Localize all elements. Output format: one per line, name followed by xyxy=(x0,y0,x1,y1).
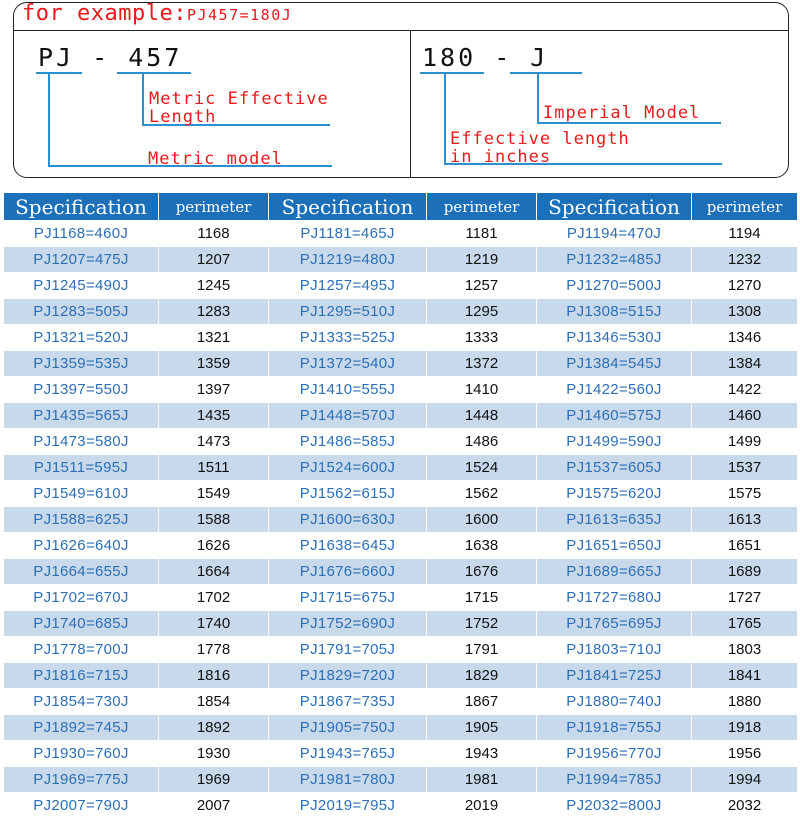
specification-cell: PJ1511=595J xyxy=(4,455,159,481)
perimeter-cell: 1981 xyxy=(427,767,537,793)
perimeter-cell: 1473 xyxy=(159,429,269,455)
perimeter-cell: 1575 xyxy=(692,481,798,507)
specification-cell: PJ1359=535J xyxy=(4,351,159,377)
specification-cell: PJ1435=565J xyxy=(4,403,159,429)
specification-cell: PJ1232=485J xyxy=(537,247,692,273)
perimeter-cell: 1308 xyxy=(692,299,798,325)
specification-cell: PJ1664=655J xyxy=(4,559,159,585)
perimeter-cell: 1359 xyxy=(159,351,269,377)
specification-cell: PJ1473=580J xyxy=(4,429,159,455)
perimeter-cell: 1969 xyxy=(159,767,269,793)
specification-cell: PJ1486=585J xyxy=(269,429,427,455)
specification-cell: PJ1981=780J xyxy=(269,767,427,793)
perimeter-cell: 1956 xyxy=(692,741,798,767)
specification-cell: PJ1499=590J xyxy=(537,429,692,455)
metric-effective-length-label: Metric Effective Length xyxy=(149,89,329,127)
table-row xyxy=(4,273,798,299)
table-row xyxy=(4,481,798,507)
perimeter-cell: 1829 xyxy=(427,663,537,689)
header-perimeter: perimeter xyxy=(692,193,798,221)
perimeter-cell: 1448 xyxy=(427,403,537,429)
example-value: PJ457=180J xyxy=(186,6,293,24)
perimeter-cell: 1181 xyxy=(427,221,537,247)
table-row xyxy=(4,793,798,819)
perimeter-cell: 1841 xyxy=(692,663,798,689)
perimeter-cell: 1905 xyxy=(427,715,537,741)
table-row xyxy=(4,689,798,715)
perimeter-cell: 1245 xyxy=(159,273,269,299)
perimeter-cell: 1600 xyxy=(427,507,537,533)
perimeter-cell: 1511 xyxy=(159,455,269,481)
perimeter-cell: 1765 xyxy=(692,611,798,637)
specification-cell: PJ1791=705J xyxy=(269,637,427,663)
specification-cell: PJ1752=690J xyxy=(269,611,427,637)
perimeter-cell: 1626 xyxy=(159,533,269,559)
specification-cell: PJ1841=725J xyxy=(537,663,692,689)
specification-cell: PJ1181=465J xyxy=(269,221,427,247)
specification-cell: PJ1676=660J xyxy=(269,559,427,585)
table-row xyxy=(4,585,798,611)
imperial-length-leader-vertical xyxy=(444,72,446,163)
specification-table xyxy=(3,192,798,819)
specification-cell: PJ1295=510J xyxy=(269,299,427,325)
perimeter-cell: 1232 xyxy=(692,247,798,273)
specification-cell: PJ1740=685J xyxy=(4,611,159,637)
perimeter-cell: 1270 xyxy=(692,273,798,299)
specification-cell: PJ1562=615J xyxy=(269,481,427,507)
example-heading-divider xyxy=(14,30,788,31)
specification-cell: PJ1600=630J xyxy=(269,507,427,533)
specification-cell: PJ1245=490J xyxy=(4,273,159,299)
specification-cell: PJ1994=785J xyxy=(537,767,692,793)
perimeter-cell: 2007 xyxy=(159,793,269,819)
header-specification: Specification xyxy=(537,193,692,221)
imperial-code: 180 - J xyxy=(422,43,549,72)
metric-length-leader-vertical xyxy=(142,72,144,124)
specification-cell: PJ1867=735J xyxy=(269,689,427,715)
perimeter-cell: 1994 xyxy=(692,767,798,793)
specification-cell: PJ1803=710J xyxy=(537,637,692,663)
specification-cell: PJ1715=675J xyxy=(269,585,427,611)
specification-cell: PJ1219=480J xyxy=(269,247,427,273)
specification-cell: PJ1969=775J xyxy=(4,767,159,793)
specification-cell: PJ1537=605J xyxy=(537,455,692,481)
metric-prefix-underline xyxy=(36,72,82,74)
perimeter-cell: 1867 xyxy=(427,689,537,715)
table-row xyxy=(4,351,798,377)
specification-cell: PJ1816=715J xyxy=(4,663,159,689)
perimeter-cell: 1207 xyxy=(159,247,269,273)
specification-cell: PJ1638=645J xyxy=(269,533,427,559)
metric-model-leader-vertical xyxy=(48,72,50,165)
specification-cell: PJ1918=755J xyxy=(537,715,692,741)
perimeter-cell: 1803 xyxy=(692,637,798,663)
perimeter-cell: 1295 xyxy=(427,299,537,325)
perimeter-cell: 1435 xyxy=(159,403,269,429)
perimeter-cell: 1638 xyxy=(427,533,537,559)
specification-cell: PJ1321=520J xyxy=(4,325,159,351)
imperial-model-label: Imperial Model xyxy=(543,103,701,123)
perimeter-cell: 1321 xyxy=(159,325,269,351)
specification-cell: PJ2019=795J xyxy=(269,793,427,819)
specification-cell: PJ1829=720J xyxy=(269,663,427,689)
specification-cell: PJ1524=600J xyxy=(269,455,427,481)
perimeter-cell: 1613 xyxy=(692,507,798,533)
table-row xyxy=(4,221,798,247)
perimeter-cell: 1524 xyxy=(427,455,537,481)
perimeter-cell: 1918 xyxy=(692,715,798,741)
specification-cell: PJ1422=560J xyxy=(537,377,692,403)
table-row xyxy=(4,247,798,273)
specification-cell: PJ1702=670J xyxy=(4,585,159,611)
specification-cell: PJ1943=765J xyxy=(269,741,427,767)
perimeter-cell: 2019 xyxy=(427,793,537,819)
specification-cell: PJ1651=650J xyxy=(537,533,692,559)
perimeter-cell: 1283 xyxy=(159,299,269,325)
table-row xyxy=(4,325,798,351)
header-specification: Specification xyxy=(269,193,427,221)
specification-cell: PJ2007=790J xyxy=(4,793,159,819)
specification-cell: PJ1283=505J xyxy=(4,299,159,325)
metric-model-label: Metric model xyxy=(148,149,283,169)
perimeter-cell: 1168 xyxy=(159,221,269,247)
perimeter-cell: 1422 xyxy=(692,377,798,403)
imperial-letter-underline xyxy=(510,72,582,74)
specification-cell: PJ1727=680J xyxy=(537,585,692,611)
table-row xyxy=(4,767,798,793)
specification-cell: PJ1613=635J xyxy=(537,507,692,533)
perimeter-cell: 1333 xyxy=(427,325,537,351)
table-row xyxy=(4,533,798,559)
perimeter-cell: 1664 xyxy=(159,559,269,585)
metric-code: PJ - 457 xyxy=(38,43,183,72)
perimeter-cell: 1346 xyxy=(692,325,798,351)
specification-cell: PJ1905=750J xyxy=(269,715,427,741)
perimeter-cell: 1257 xyxy=(427,273,537,299)
perimeter-cell: 1384 xyxy=(692,351,798,377)
perimeter-cell: 1372 xyxy=(427,351,537,377)
specification-cell: PJ1880=740J xyxy=(537,689,692,715)
metric-number-underline xyxy=(117,72,191,74)
perimeter-cell: 1880 xyxy=(692,689,798,715)
specification-cell: PJ1410=555J xyxy=(269,377,427,403)
table-row xyxy=(4,637,798,663)
specification-cell: PJ1854=730J xyxy=(4,689,159,715)
table-row xyxy=(4,377,798,403)
perimeter-cell: 1588 xyxy=(159,507,269,533)
table-row xyxy=(4,507,798,533)
specification-cell: PJ1270=500J xyxy=(537,273,692,299)
specification-cell: PJ1460=575J xyxy=(537,403,692,429)
example-heading xyxy=(22,1,292,26)
specification-cell: PJ1549=610J xyxy=(4,481,159,507)
header-perimeter: perimeter xyxy=(159,193,269,221)
perimeter-cell: 1715 xyxy=(427,585,537,611)
perimeter-cell: 1892 xyxy=(159,715,269,741)
perimeter-cell: 1486 xyxy=(427,429,537,455)
header-perimeter: perimeter xyxy=(427,193,537,221)
table-row xyxy=(4,403,798,429)
perimeter-cell: 1752 xyxy=(427,611,537,637)
specification-cell: PJ1308=515J xyxy=(537,299,692,325)
example-box xyxy=(13,2,789,178)
specification-cell: PJ1930=760J xyxy=(4,741,159,767)
perimeter-cell: 1651 xyxy=(692,533,798,559)
specification-cell: PJ1207=475J xyxy=(4,247,159,273)
specification-cell: PJ1346=530J xyxy=(537,325,692,351)
perimeter-cell: 1219 xyxy=(427,247,537,273)
specification-cell: PJ1765=695J xyxy=(537,611,692,637)
perimeter-cell: 1943 xyxy=(427,741,537,767)
perimeter-cell: 1397 xyxy=(159,377,269,403)
perimeter-cell: 1702 xyxy=(159,585,269,611)
table-row xyxy=(4,559,798,585)
perimeter-cell: 2032 xyxy=(692,793,798,819)
table-row xyxy=(4,663,798,689)
perimeter-cell: 1499 xyxy=(692,429,798,455)
table-row xyxy=(4,429,798,455)
specification-cell: PJ1372=540J xyxy=(269,351,427,377)
specification-cell: PJ1588=625J xyxy=(4,507,159,533)
table-row xyxy=(4,715,798,741)
table-row xyxy=(4,741,798,767)
perimeter-cell: 1460 xyxy=(692,403,798,429)
table-row xyxy=(4,611,798,637)
specification-cell: PJ1448=570J xyxy=(269,403,427,429)
perimeter-cell: 1727 xyxy=(692,585,798,611)
specification-cell: PJ1257=495J xyxy=(269,273,427,299)
imperial-model-leader-vertical xyxy=(537,72,539,122)
specification-cell: PJ1956=770J xyxy=(537,741,692,767)
perimeter-cell: 1778 xyxy=(159,637,269,663)
specification-cell: PJ1689=665J xyxy=(537,559,692,585)
perimeter-cell: 1537 xyxy=(692,455,798,481)
specification-cell: PJ1892=745J xyxy=(4,715,159,741)
perimeter-cell: 1816 xyxy=(159,663,269,689)
specification-cell: PJ1168=460J xyxy=(4,221,159,247)
specification-cell: PJ1384=545J xyxy=(537,351,692,377)
perimeter-cell: 1562 xyxy=(427,481,537,507)
perimeter-cell: 1930 xyxy=(159,741,269,767)
perimeter-cell: 1791 xyxy=(427,637,537,663)
table-row xyxy=(4,455,798,481)
specification-cell: PJ1397=550J xyxy=(4,377,159,403)
perimeter-cell: 1740 xyxy=(159,611,269,637)
example-column-divider xyxy=(410,30,411,178)
specification-cell: PJ2032=800J xyxy=(537,793,692,819)
imperial-number-underline xyxy=(420,72,484,74)
perimeter-cell: 1689 xyxy=(692,559,798,585)
perimeter-cell: 1549 xyxy=(159,481,269,507)
specification-cell: PJ1194=470J xyxy=(537,221,692,247)
header-specification: Specification xyxy=(4,193,159,221)
perimeter-cell: 1194 xyxy=(692,221,798,247)
table-row xyxy=(4,299,798,325)
example-prefix: for example: xyxy=(22,1,187,26)
specification-cell: PJ1333=525J xyxy=(269,325,427,351)
specification-cell: PJ1575=620J xyxy=(537,481,692,507)
perimeter-cell: 1854 xyxy=(159,689,269,715)
table-header-row xyxy=(4,193,798,221)
specification-cell: PJ1626=640J xyxy=(4,533,159,559)
perimeter-cell: 1676 xyxy=(427,559,537,585)
specification-cell: PJ1778=700J xyxy=(4,637,159,663)
imperial-effective-length-label: Effective length in inches xyxy=(450,129,630,167)
perimeter-cell: 1410 xyxy=(427,377,537,403)
